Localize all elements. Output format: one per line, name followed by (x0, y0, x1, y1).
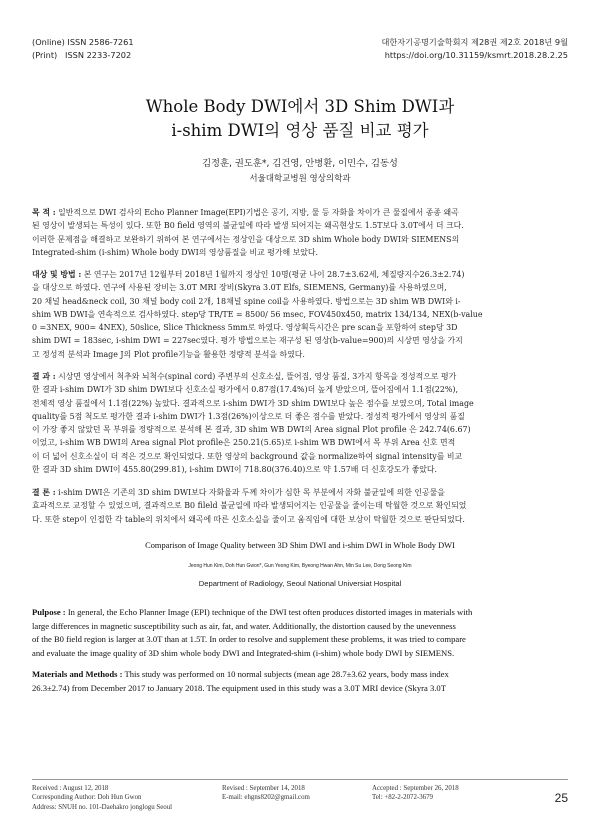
english-purpose-label: Pulpose : (32, 607, 66, 617)
korean-methods-line: 20 채널 head&neck coil, 30 채널 body coil 2개, 18채널 spine coil을 사용하였다. 방법으로는 3D shim WB DWI와 i- (32, 296, 461, 306)
korean-purpose-label: 목 적 : (32, 208, 56, 217)
korean-results-line: 이 가장 좋지 않았던 목 부위를 정량적으로 분석해 본 결과, 3D shim WB DWI의 Area signal Plot profile 은 242.74(6.67) (32, 425, 471, 435)
journal-block (381, 36, 568, 62)
korean-methods-line: 본 연구는 2017년 12월부터 2018년 1월까지 정상인 10명(평균 나이 28.7±3.62세, 체질량지수26.3±2.74) (81, 270, 465, 279)
english-title: Comparison of Image Quality between 3D Shim DWI and i-shim DWI in Whole Body DWI (145, 541, 455, 550)
korean-title (0, 95, 600, 143)
korean-affiliation: 서울대학교병원 영상의학과 (249, 174, 351, 184)
corresponding-author: Corresponding Author: Doh Hun Gwon (32, 794, 142, 802)
journal-name: 대한자기공명기술학회지 제28권 제2호 2018년 9월 (381, 37, 568, 47)
english-purpose-line: In general, the Echo Planner Image (EPI) technique of the DWI test often produces distorted images in materials with (65, 607, 473, 617)
author-tel: Tel: +82-2-2072-3679 (372, 794, 434, 802)
footer-col-3 (372, 784, 459, 803)
korean-conclusion-line: i-shim DWI은 기존의 3D shim DWI보다 자화율과 두께 차이가 심한 목 부분에서 자화 불균일에 의한 인공물을 (55, 488, 445, 497)
english-methods (32, 668, 568, 695)
korean-results-line: 이었고, i-shim WB DWI의 Area signal Plot profile은 250.21(5.65)로 i-shim WB DWI에서 목 부위 Area 신호 면적 (32, 438, 456, 448)
received-date: Received : August 12, 2018 (32, 785, 109, 792)
english-purpose (32, 606, 568, 660)
korean-methods-line: 0 =3NEX, 900= 4NEX), 50slice, Slice Thickness 5mm로 하였다. 영상획득시간은 pre scan을 포함하여 step당 3D (32, 323, 458, 333)
issn-block (32, 36, 134, 62)
english-purpose-line: and evaluate the image quality of 3D shim whole body DWI and Integrated-shim (i-shim) whole body DWI by SIEMENS. (32, 647, 455, 658)
korean-conclusion-label: 결 론 : (32, 488, 56, 497)
author-address: Address: SNUH no. 101-Daehakro jonglogu Seoul (32, 803, 173, 811)
doi-link[interactable]: https://doi.org/10.31159/ksmrt.2018.28.2.25 (384, 50, 568, 60)
korean-methods-line: 고 정성적 분석과 Image J의 Plot profile기능을 활용한 정량적 분석을 하였다. (32, 349, 305, 359)
korean-results-line: 이 더 넓어 신호소실이 더 적은 것으로 확인되었다. 또한 영상의 background 값을 normalize하여 signal intensity를 비교 (32, 451, 463, 461)
english-methods-line: 26.3±2.74) from December 2017 to January 2018. The equipment used in this study was a 3.0T MRI device (Skyra 3.0T (32, 682, 446, 693)
korean-results-line: quality를 5점 척도로 평가한 결과 i-shim DWI가 1.3점(26%)이상으로 더 좋은 점수를 받았다. 정성적 평가에서 영상의 품질 (32, 411, 465, 421)
title-line-1: Whole Body DWI에서 3D Shim DWI과 (145, 97, 455, 116)
print-issn: (Print) ISSN 2233-7202 (32, 50, 132, 60)
english-affiliation: Department of Radiology, Seoul National Universiat Hospital (198, 579, 402, 588)
page-number: 25 (554, 791, 568, 805)
korean-methods-line: shim WB DWI을 연속적으로 검사하였다. step당 TR/TE = 8500/ 56 msec, FOV450x450, matrix 134/134, NEX(b-value (32, 309, 483, 319)
korean-results-label: 결 과 : (32, 372, 56, 381)
korean-purpose-line: 된 영상이 발생되는 특성이 있다. 또한 B0 field 영역의 불균일에 따라 발생 되어지는 왜곡현상도 1.5T보다 3.0T에서 더 크다. (32, 221, 464, 231)
english-purpose-line: of the B0 field region is larger at 3.0T than at 1.5T. In order to resolve and supplement these problems, it was tried to compare (32, 634, 466, 644)
english-methods-label: Materials and Methods : (32, 669, 123, 679)
korean-authors: 김정훈, 권도훈*, 김건영, 안병환, 이민수, 김동성 (202, 158, 398, 169)
korean-results-line: 한 결과 3D shim DWI이 455.80(299.81), i-shim DWI이 718.80(376.40)으로 약 1.57배 더 신호강도가 좋았다. (32, 465, 438, 475)
korean-results-line: 전체적 영상 품질에서 1.1점(22%) 높았다. 결과적으로 i-shim DWI가 3D shim DWI보다 높은 점수를 보였으며, Total image (32, 398, 474, 408)
korean-results-line: 한 결과 i-shim DWI가 3D shim DWI보다 신호소실 평가에서 0.87점(17.4%)더 높게 받았으며, 뜰어짐에서 1.1점(22%), (32, 385, 459, 395)
title-line-2: i-shim DWI의 영상 품질 비교 평가 (171, 121, 429, 140)
footer-divider (32, 779, 568, 780)
korean-methods (32, 268, 568, 361)
revised-date: Revised : September 14, 2018 (222, 785, 305, 792)
english-methods-line: This study was performed on 10 normal subjects (mean age 28.7±3.62 years, body mass index (122, 669, 449, 679)
footer-col-2 (222, 784, 310, 803)
footer-col-1 (32, 784, 172, 812)
online-issn: (Online) ISSN 2586-7261 (32, 37, 134, 47)
korean-purpose-line: Integrated-shim (i-shim) Whole body DWI의 영상품질을 비교 평가해 보았다. (32, 247, 319, 257)
korean-conclusion-line: 다. 또한 step이 인접한 각 table의 위치에서 왜곡에 따른 신호소실을 줄이고 움직임에 대한 보상이 탁월한 것으로 판단되었다. (32, 514, 465, 524)
korean-methods-line: 을 대상으로 하였다. 연구에 사용된 장비는 3.0T MRI 장비(Skyra 3.0T Elfs, SIEMENS, Germany)를 사용하였으며, (32, 283, 447, 293)
english-purpose-line: large differences in magnetic susceptibility such as air, fat, and water. Additionally, the distortion caused by the unevenness (32, 620, 456, 631)
korean-conclusion-line: 효과적으로 교정할 수 있었으며, 결과적으로 B0 fileld 불균일에 따라 발생되어지는 인공물을 줄이는데 탁월한 것으로 확인되었 (32, 501, 467, 511)
author-email[interactable]: E-mail: ehgns8202@gmail.com (222, 794, 310, 802)
korean-conclusion (32, 486, 568, 526)
korean-purpose (32, 206, 568, 259)
korean-results (32, 370, 568, 476)
korean-methods-label: 대상 및 방법 : (32, 270, 82, 279)
english-authors: Jeong Hun Kim, Doh Hun Gwon*, Gun Yeong Kim, Byeong Hwan Ahn, Min Su Lee, Dong Seong Kim (188, 563, 412, 569)
korean-purpose-line: 일반적으로 DWI 검사의 Echo Planner Image(EPI)기법은 공기, 지방, 물 등 자화율 차이가 큰 물질에서 종종 왜곡 (55, 208, 459, 217)
korean-purpose-line: 이러한 문제점을 해결하고 보완하기 위하여 본 연구에서는 정상인을 대상으로 3D shim Whole body DWI와 SIEMENS의 (32, 234, 460, 244)
accepted-date: Accepted : September 26, 2018 (372, 785, 459, 792)
korean-methods-line: shim DWI = 183sec, i-shim DWI = 227sec였다. 평가 방법으로는 재구성 된 영상(b-value=900)의 시상면 영상을 가지 (32, 336, 463, 346)
korean-results-line: 시상면 영상에서 척추와 뇌척수(spinal cord) 주변부의 신호소실, 뜰어짐, 영상 품질, 3가지 항목을 정성적으로 평가 (55, 372, 457, 381)
